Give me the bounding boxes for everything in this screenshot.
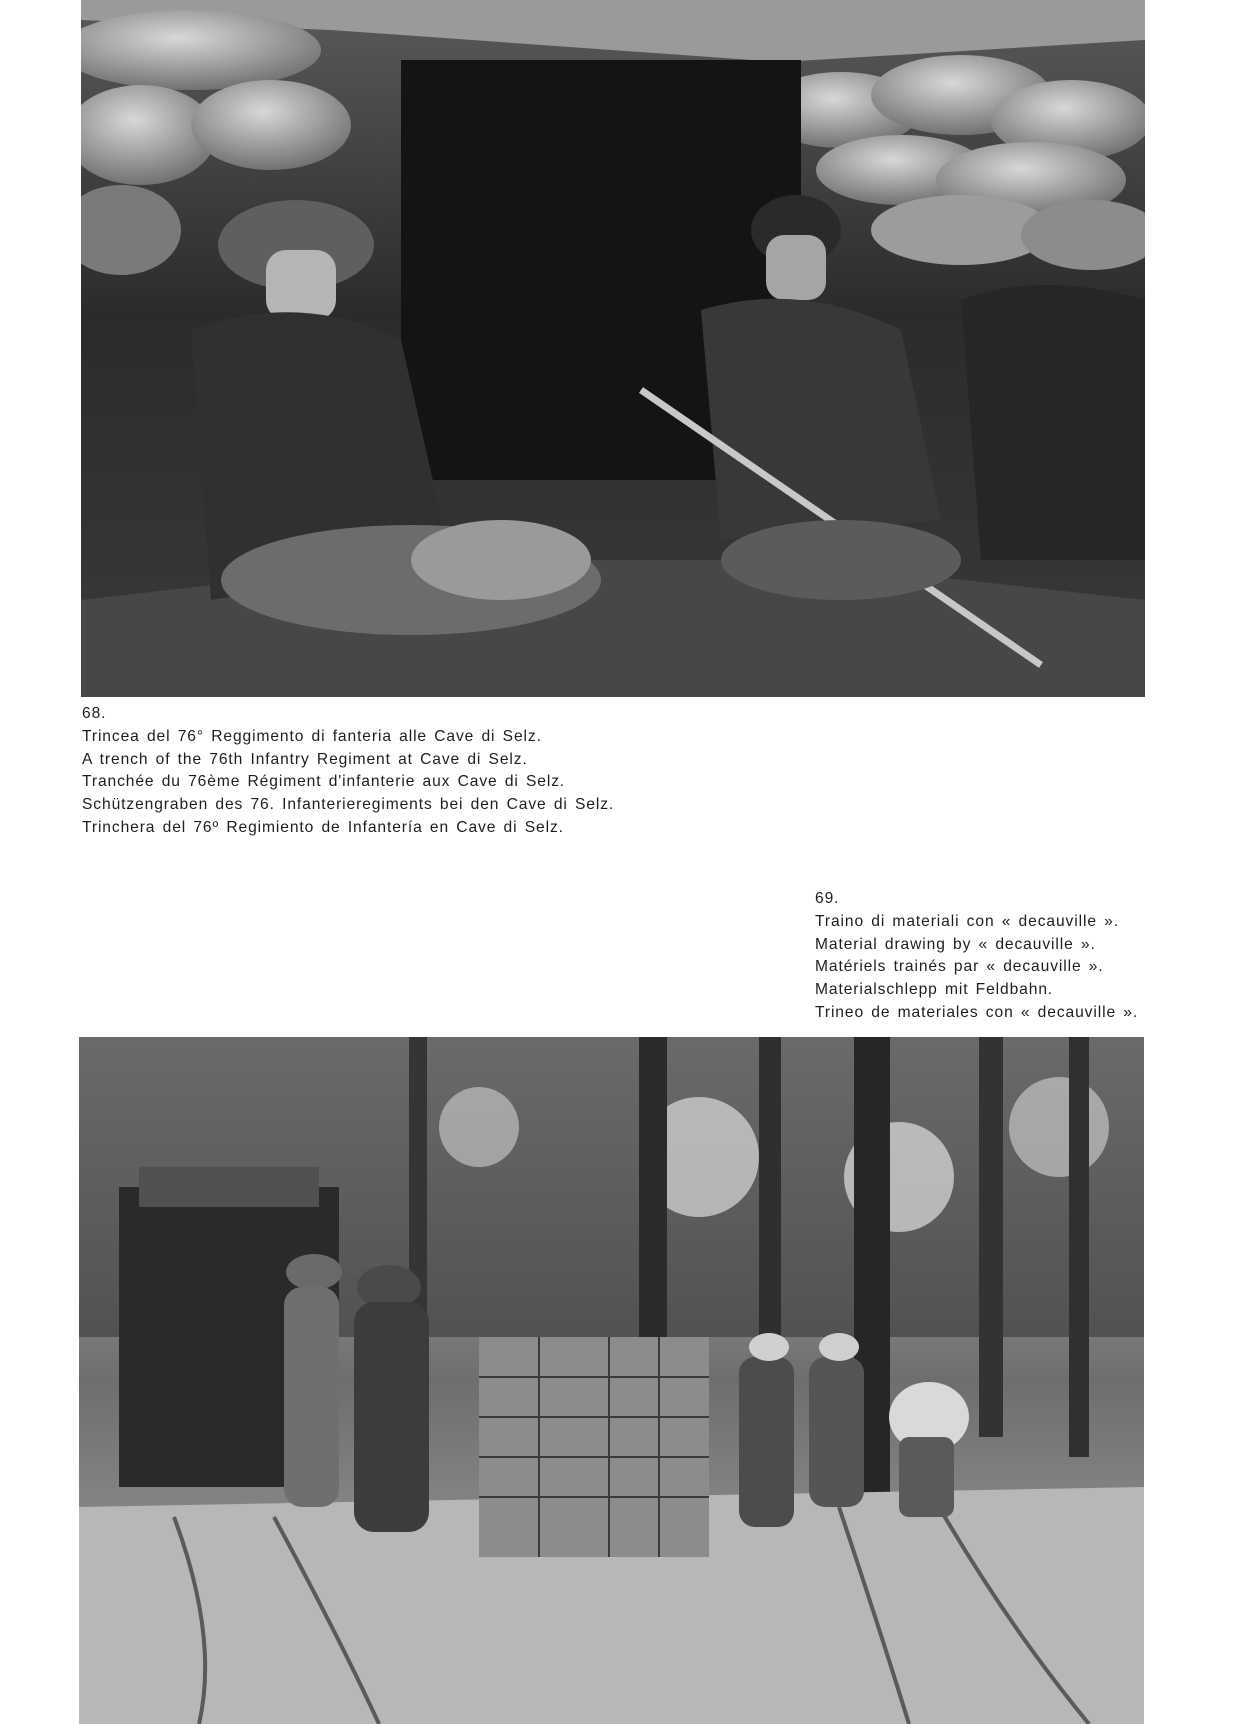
caption-line-german: Schützengraben des 76. Infanterieregiments bei den Cave di Selz.	[82, 796, 615, 814]
caption-line-french: Tranchée du 76ème Régiment d'infanterie aux Cave di Selz.	[82, 773, 566, 791]
caption-line-english: Material drawing by « decauville ».	[815, 935, 1096, 953]
photo-69-image	[79, 1037, 1144, 1724]
photo-decauville-railway	[79, 1037, 1144, 1724]
photo-68-image	[81, 0, 1145, 697]
caption-line-italian: Trincea del 76° Reggimento di fanteria alle Cave di Selz.	[82, 727, 542, 745]
caption-line-french: Matériels trainés par « decauville ».	[815, 958, 1104, 976]
figure-number: 69.	[815, 890, 840, 907]
figure-number: 68.	[82, 705, 107, 722]
caption-line-english: A trench of the 76th Infantry Regiment at Cave di Selz.	[82, 750, 528, 768]
caption-line-spanish: Trinchera del 76º Regimiento de Infantería en Cave di Selz.	[82, 818, 564, 836]
photo-trench-soldiers	[81, 0, 1145, 697]
caption-line-italian: Traino di materiali con « decauville ».	[815, 912, 1119, 930]
caption-figure-68	[82, 703, 614, 840]
caption-line-german: Materialschlepp mit Feldbahn.	[815, 981, 1054, 999]
caption-line-spanish: Trineo de materiales con « decauville ».	[815, 1003, 1139, 1021]
caption-figure-69	[815, 888, 1138, 1025]
